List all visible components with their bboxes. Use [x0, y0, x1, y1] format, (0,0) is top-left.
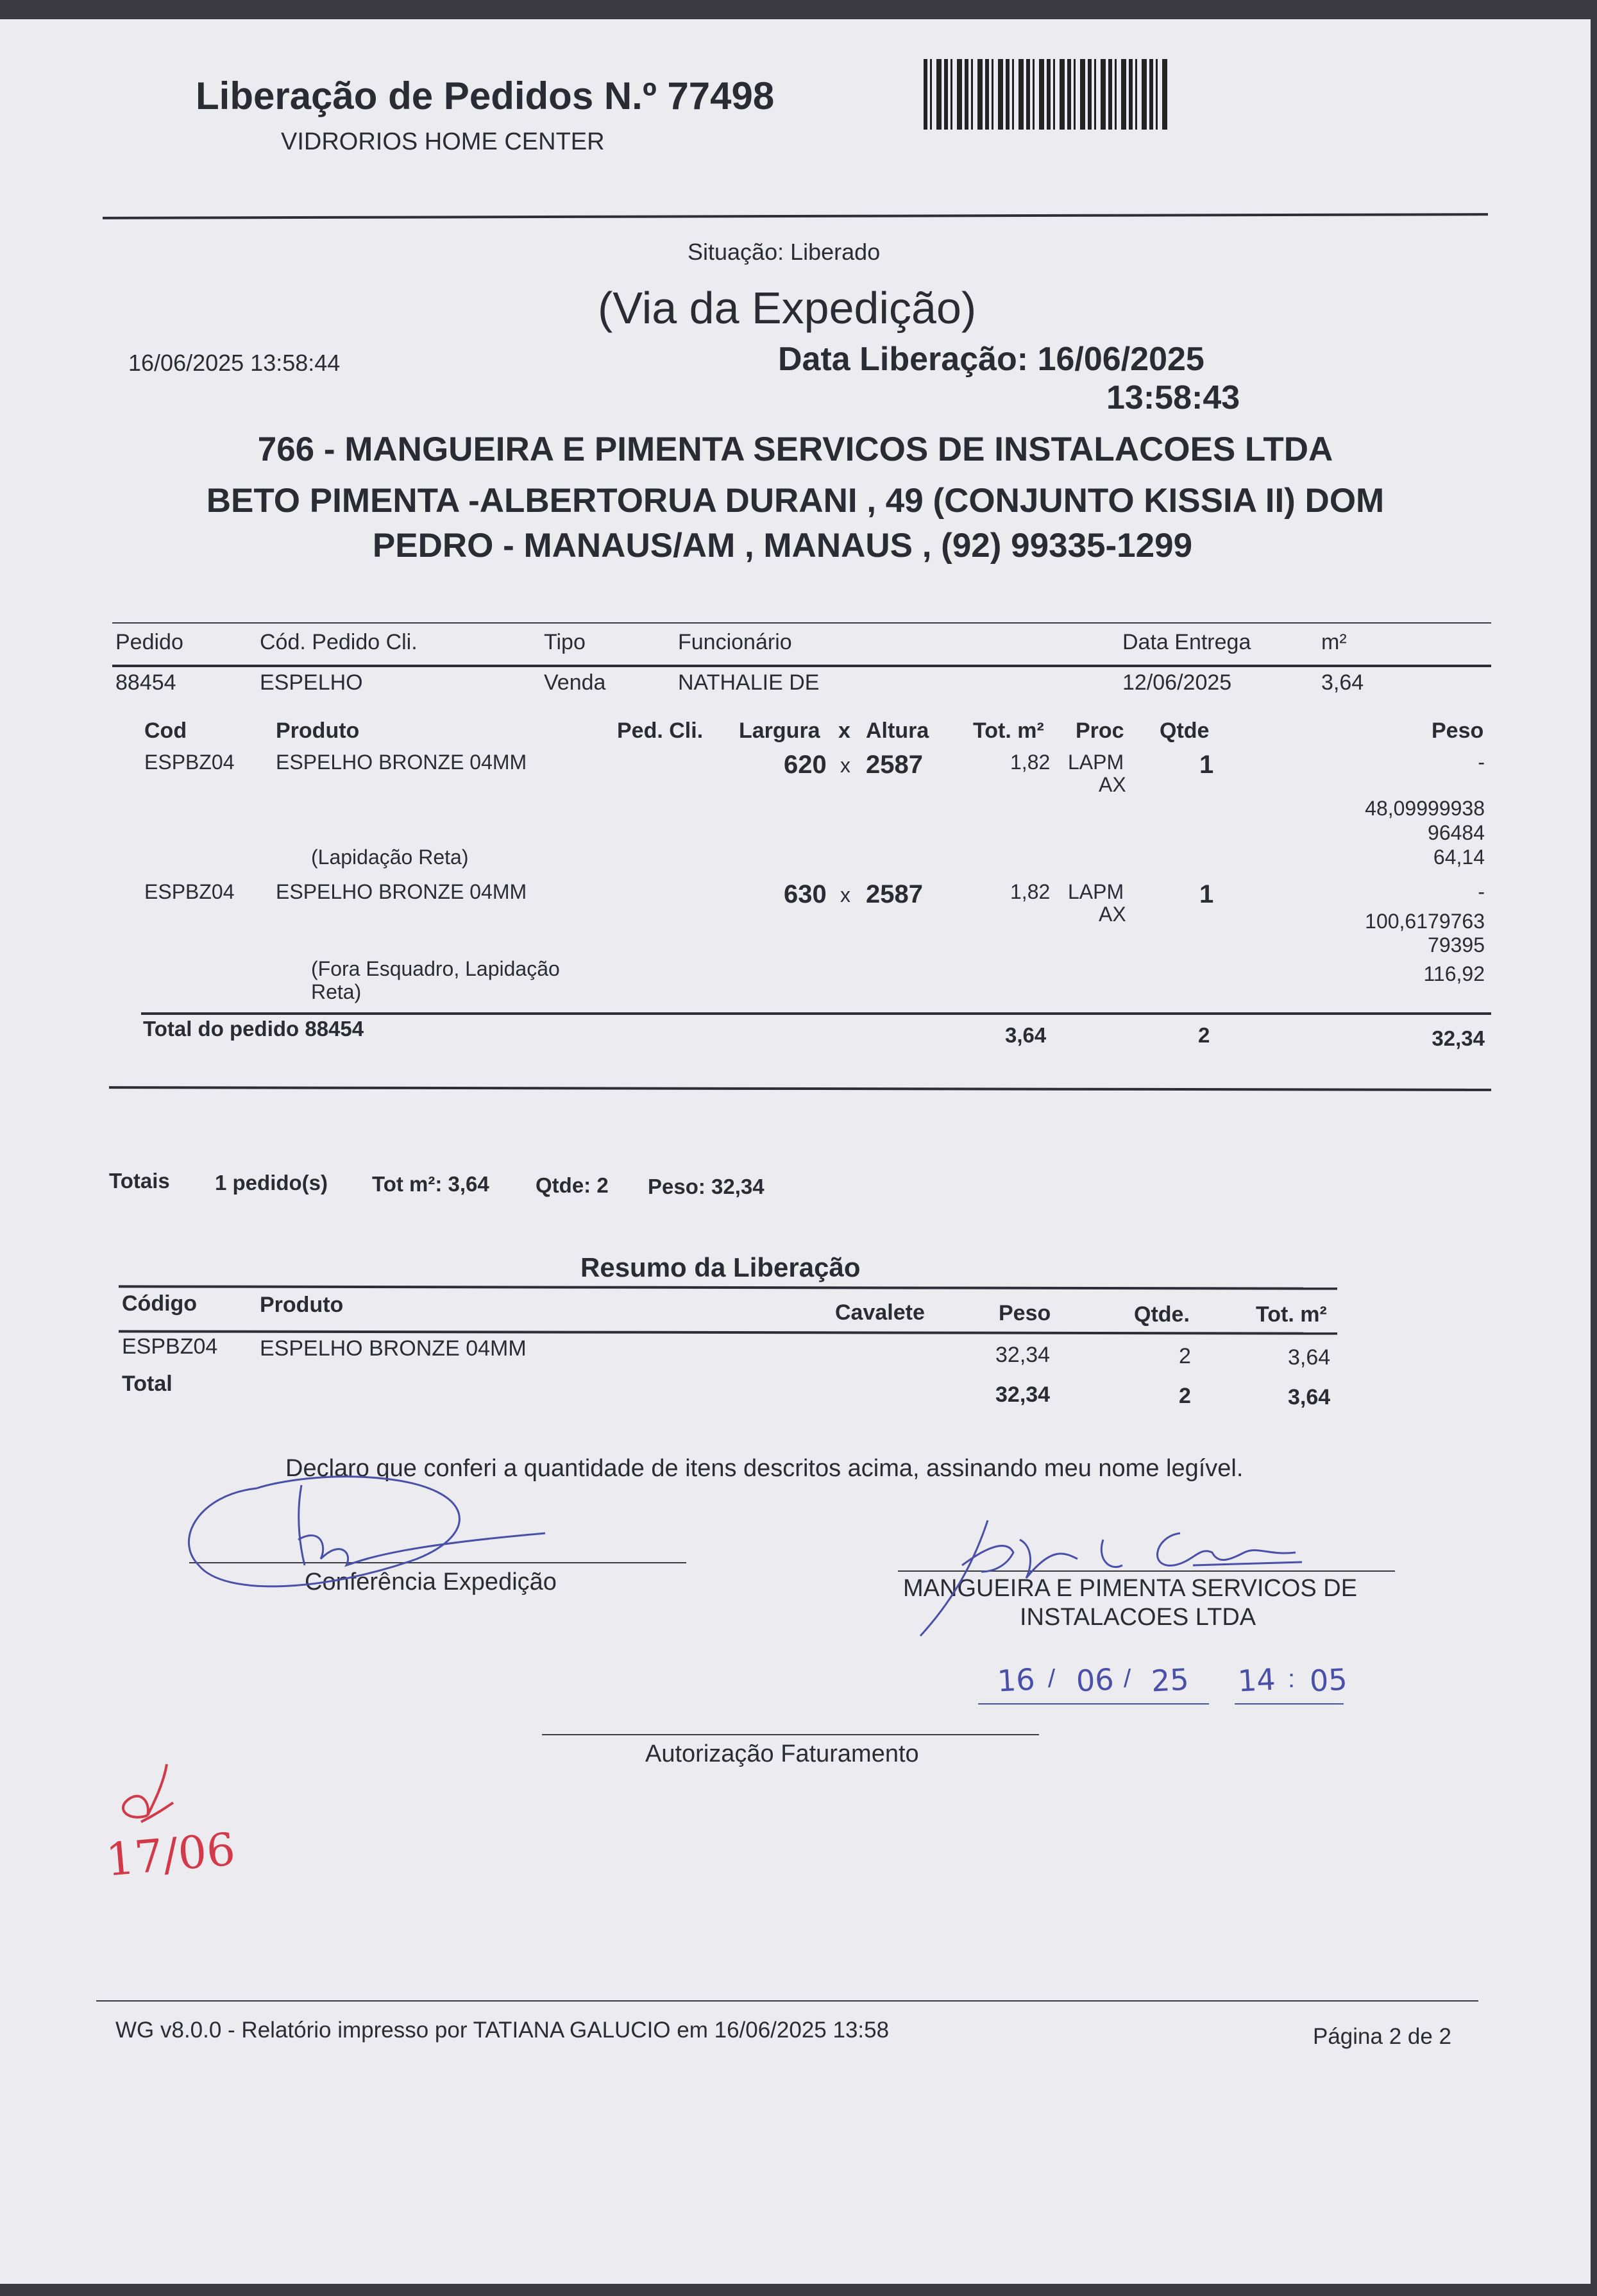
order-cod-pedido-cli: ESPELHO: [260, 670, 363, 695]
print-timestamp: 16/06/2025 13:58:44: [128, 350, 341, 376]
resumo-tot-m2: 3,64: [1288, 1345, 1331, 1370]
item-cod: ESPBZ04: [144, 751, 235, 774]
order-total-peso: 32,34: [1432, 1026, 1485, 1050]
client-address-line2: PEDRO - MANAUS/AM , MANAUS , (92) 99335-1299: [372, 527, 1193, 565]
col-proc-header: Proc: [1076, 719, 1124, 743]
col-data-entrega-header: Data Entrega: [1122, 630, 1251, 654]
handwritten-sep3: :: [1288, 1665, 1296, 1693]
resumo-top-rule: [119, 1285, 1337, 1289]
item-proc: LAPM: [1068, 880, 1124, 903]
client-name: 766 - MANGUEIRA E PIMENTA SERVICOS DE INSTALACOES LTDA: [257, 430, 1333, 468]
col-cod-pedido-cli-header: Cód. Pedido Cli.: [260, 630, 418, 654]
resumo-total-tot-m2: 3,64: [1288, 1385, 1331, 1409]
signature-client-line1: MANGUEIRA E PIMENTA SERVICOS DE: [903, 1575, 1358, 1602]
col-altura-header: Altura: [866, 719, 929, 743]
col-pedido-header: Pedido: [115, 630, 183, 654]
item-peso-line2: 100,6179763: [1365, 910, 1485, 933]
resumo-qtde: 2: [1179, 1344, 1191, 1368]
item-proc-cont: AX: [1099, 773, 1126, 796]
item-produto: ESPELHO BRONZE 04MM: [276, 880, 527, 903]
item-obs: (Fora Esquadro, Lapidação: [311, 957, 560, 980]
resumo-col-produto: Produto: [260, 1293, 344, 1317]
item-x: x: [840, 754, 850, 777]
order-total-label: Total do pedido 88454: [143, 1017, 364, 1041]
release-date: Data Liberação: 16/06/2025: [778, 341, 1204, 378]
col-peso-header: Peso: [1432, 719, 1484, 743]
order-total-rule: [141, 1012, 1491, 1015]
item-peso-line4: 116,92: [1423, 962, 1485, 985]
resumo-col-cavalete: Cavalete: [835, 1300, 925, 1325]
item-proc-cont: AX: [1099, 903, 1126, 926]
red-handwritten-date: 17/06: [103, 1823, 237, 1887]
client-address-line1: BETO PIMENTA -ALBERTORUA DURANI , 49 (CONJUNTO KISSIA II) DOM: [206, 482, 1385, 520]
item-tot-m2: 1,82: [1010, 751, 1051, 774]
item-peso-line3: 79395: [1428, 933, 1485, 957]
totais-label: Totais: [109, 1169, 170, 1193]
order-funcionario: NATHALIE DE: [678, 670, 820, 695]
totais-m2: Tot m²: 3,64: [372, 1172, 489, 1196]
item-largura: 620: [784, 751, 827, 779]
signature-line-autorizacao: [542, 1734, 1039, 1735]
item-altura: 2587: [866, 751, 923, 779]
signature-label-autorizacao: Autorização Faturamento: [645, 1740, 919, 1767]
resumo-produto: ESPELHO BRONZE 04MM: [260, 1336, 527, 1361]
resumo-col-codigo: Código: [122, 1291, 198, 1316]
order-table-top-rule: [112, 622, 1491, 624]
declaration-text: Declaro que conferi a quantidade de itens descritos acima, assinando meu nome legível.: [285, 1455, 1244, 1482]
signature-client-line2: INSTALACOES LTDA: [1020, 1604, 1256, 1631]
order-pedido: 88454: [115, 670, 176, 695]
col-funcionario-header: Funcionário: [678, 630, 792, 654]
handwritten-month: 06: [1075, 1662, 1115, 1699]
item-proc: LAPM: [1068, 751, 1124, 774]
order-total-m2: 3,64: [1005, 1023, 1047, 1047]
item-peso-line4: 64,14: [1433, 846, 1485, 869]
item-peso-line2: 48,09999938: [1365, 797, 1485, 820]
order-section-end-rule: [109, 1086, 1491, 1091]
col-x-header: x: [838, 719, 850, 743]
totais-peso: Peso: 32,34: [648, 1175, 765, 1198]
item-peso-line1: -: [1478, 751, 1485, 774]
totais-qtde: Qtde: 2: [536, 1173, 609, 1197]
handwritten-hour: 14: [1237, 1662, 1276, 1699]
resumo-codigo: ESPBZ04: [122, 1334, 218, 1359]
resumo-header-rule: [119, 1330, 1337, 1334]
col-tipo-header: Tipo: [544, 630, 586, 654]
order-m2: 3,64: [1321, 670, 1364, 695]
footer-rule: [96, 2000, 1478, 2002]
situation-status: Situação: Liberado: [688, 239, 881, 265]
resumo-col-tot-m2: Tot. m²: [1256, 1302, 1327, 1327]
item-obs-cont: Reta): [311, 980, 362, 1003]
resumo-total-qtde: 2: [1179, 1384, 1191, 1408]
resumo-peso: 32,34: [995, 1343, 1051, 1367]
footer-printed-by: WG v8.0.0 - Relatório impresso por TATIANA GALUCIO em 16/06/2025 13:58: [115, 2018, 890, 2043]
item-qtde: 1: [1199, 751, 1214, 779]
item-cod: ESPBZ04: [144, 880, 235, 903]
order-total-qtde: 2: [1198, 1023, 1210, 1047]
item-x: x: [840, 883, 850, 906]
item-produto: ESPELHO BRONZE 04MM: [276, 751, 527, 774]
handwritten-day: 16: [996, 1662, 1036, 1699]
order-table-header-rule: [112, 665, 1491, 667]
resumo-title: Resumo da Liberação: [580, 1252, 861, 1282]
footer-page: Página 2 de 2: [1313, 2024, 1452, 2049]
col-m2-header: m²: [1321, 630, 1347, 654]
time-underline: [1235, 1703, 1344, 1705]
col-tot-m2-header: Tot. m²: [973, 719, 1044, 743]
col-cod-header: Cod: [144, 719, 187, 743]
via-label: (Via da Expedição): [598, 283, 977, 333]
item-peso-line3: 96484: [1428, 821, 1485, 844]
resumo-total-peso: 32,34: [995, 1382, 1051, 1407]
item-obs: (Lapidação Reta): [311, 846, 469, 869]
item-tot-m2: 1,82: [1010, 880, 1051, 903]
order-data-entrega: 12/06/2025: [1122, 670, 1232, 695]
col-produto-header: Produto: [276, 719, 360, 743]
document-title: Liberação de Pedidos N.º 77498: [196, 74, 775, 117]
totais-pedidos: 1 pedido(s): [215, 1171, 328, 1195]
document-page: [0, 19, 1591, 2284]
item-largura: 630: [784, 880, 827, 908]
item-peso-line1: -: [1478, 880, 1485, 903]
handwritten-sep1: /: [1048, 1665, 1056, 1693]
resumo-col-peso: Peso: [999, 1301, 1051, 1325]
item-qtde: 1: [1199, 880, 1214, 908]
col-largura-header: Largura: [739, 719, 820, 743]
handwritten-signature-conferencia: [173, 1463, 558, 1604]
order-tipo: Venda: [544, 670, 606, 695]
resumo-total-label: Total: [122, 1372, 173, 1396]
red-handwritten-initials: [103, 1764, 180, 1835]
header-divider: [103, 213, 1488, 219]
date-underline: [978, 1703, 1209, 1705]
col-qtde-header: Qtde: [1160, 719, 1210, 743]
handwritten-year: 25: [1150, 1662, 1190, 1699]
handwritten-signature-client: [911, 1508, 1296, 1636]
release-time: 13:58:43: [1106, 379, 1240, 416]
handwritten-minute: 05: [1308, 1662, 1348, 1699]
resumo-col-qtde: Qtde.: [1134, 1302, 1190, 1327]
item-altura: 2587: [866, 880, 923, 908]
handwritten-sep2: /: [1124, 1665, 1131, 1693]
signature-label-conferencia: Conferência Expedição: [305, 1569, 557, 1595]
barcode: [924, 59, 1167, 130]
col-ped-cli-header: Ped. Cli.: [617, 719, 704, 743]
company-name: VIDRORIOS HOME CENTER: [281, 128, 605, 155]
